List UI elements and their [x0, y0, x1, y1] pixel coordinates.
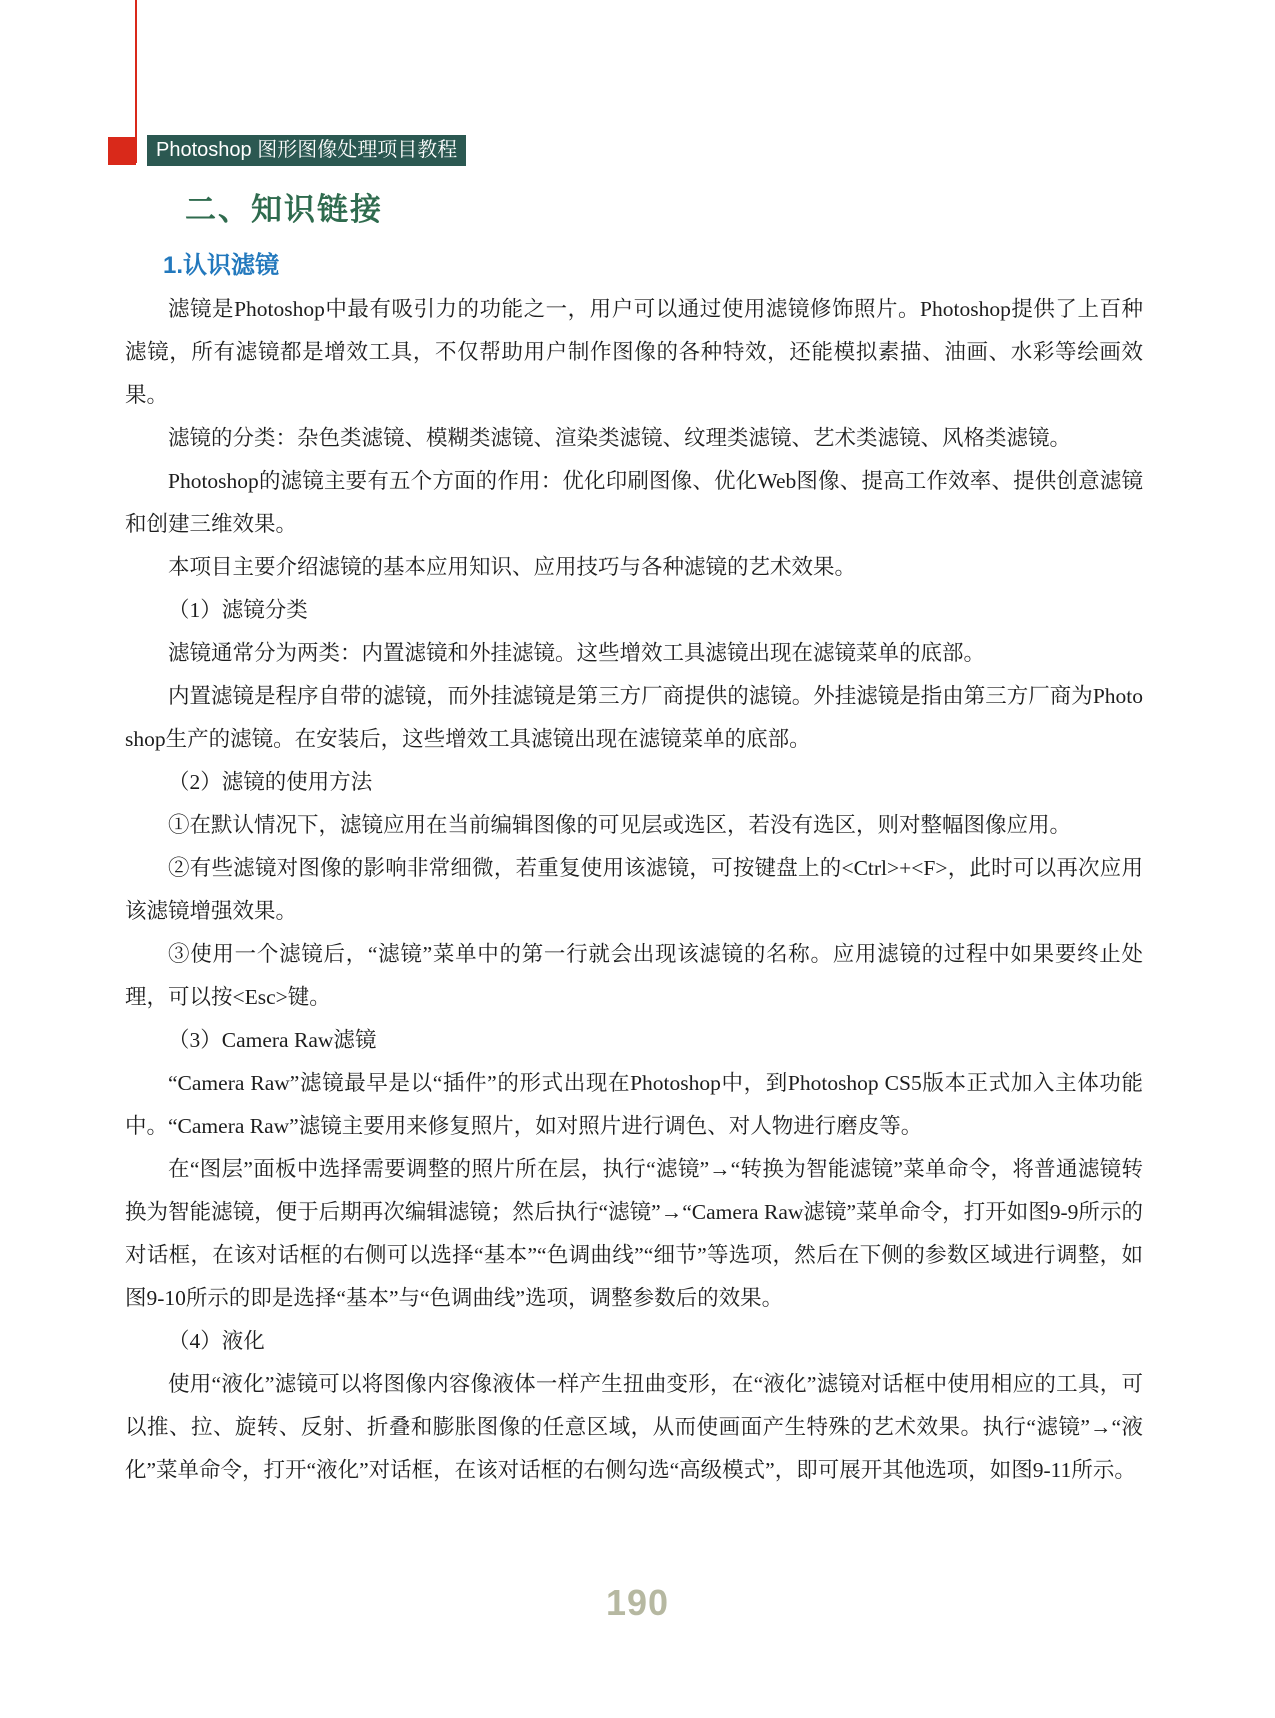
content-area — [125, 192, 1143, 1492]
body-paragraph: 在“图层”面板中选择需要调整的照片所在层，执行“滤镜”→“转换为智能滤镜”菜单命令，将普通滤镜转换为智能滤镜，便于后期再次编辑滤镜；然后执行“滤镜”→“Camera Raw滤镜”菜单命令，打开如图9-9所示的对话框，在该对话框的右侧可以选择“基本”“色调曲线”“细节”等选项，然后在下侧的参数区域进行调整，如图9-10所示的即是选择“基本”与“色调曲线”选项，调整参数后的效果。 — [125, 1157, 1143, 1310]
body-paragraph: ①在默认情况下，滤镜应用在当前编辑图像的可见层或选区，若没有选区，则对整幅图像应用。 — [168, 813, 1072, 837]
body-paragraph: （2）滤镜的使用方法 — [168, 770, 373, 794]
body-paragraph: （1）滤镜分类 — [168, 598, 308, 622]
page-number: 190 — [605, 1582, 670, 1623]
body-paragraph: ③使用一个滤镜后，“滤镜”菜单中的第一行就会出现该滤镜的名称。应用滤镜的过程中如果要终止处理，可以按<Esc>键。 — [125, 942, 1143, 1009]
body-paragraph: （3）Camera Raw滤镜 — [168, 1028, 377, 1052]
body-paragraph: 本项目主要介绍滤镜的基本应用知识、应用技巧与各种滤镜的艺术效果。 — [168, 555, 857, 579]
body-paragraph: 滤镜是Photoshop中最有吸引力的功能之一，用户可以通过使用滤镜修饰照片。Photoshop提供了上百种滤镜，所有滤镜都是增效工具，不仅帮助用户制作图像的各种特效，还能模拟素描、油画、水彩等绘画效果。 — [125, 297, 1143, 407]
body-paragraph: 内置滤镜是程序自带的滤镜，而外挂滤镜是第三方厂商提供的滤镜。外挂滤镜是指由第三方厂商为Photoshop生产的滤镜。在安装后，这些增效工具滤镜出现在滤镜菜单的底部。 — [125, 684, 1143, 751]
body-paragraph: “Camera Raw”滤镜最早是以“插件”的形式出现在Photoshop中，到Photoshop CS5版本正式加入主体功能中。“Camera Raw”滤镜主要用来修复照片，如对照片进行调色、对人物进行磨皮等。 — [125, 1071, 1143, 1138]
page-header — [108, 135, 466, 166]
section-title: 二、知识链接 — [185, 192, 383, 227]
body-paragraph: 滤镜的分类：杂色类滤镜、模糊类滤镜、渲染类滤镜、纹理类滤镜、艺术类滤镜、风格类滤镜。 — [168, 426, 1072, 450]
body-paragraph: 使用“液化”滤镜可以将图像内容像液体一样产生扭曲变形，在“液化”滤镜对话框中使用相应的工具，可以推、拉、旋转、反射、折叠和膨胀图像的任意区域，从而使画面产生特殊的艺术效果。执行“滤镜”→“液化”菜单命令，打开“液化”对话框，在该对话框的右侧勾选“高级模式”，即可展开其他选项，如图9-11所示。 — [125, 1372, 1143, 1482]
body-paragraph: （4）液化 — [168, 1329, 265, 1353]
body-text — [125, 288, 1143, 1492]
subsection-title: 1.认识滤镜 — [163, 252, 280, 279]
body-paragraph: ②有些滤镜对图像的影响非常细微，若重复使用该滤镜，可按键盘上的<Ctrl>+<F>，此时可以再次应用该滤镜增强效果。 — [125, 856, 1143, 923]
body-paragraph: 滤镜通常分为两类：内置滤镜和外挂滤镜。这些增效工具滤镜出现在滤镜菜单的底部。 — [168, 641, 986, 665]
body-paragraph: Photoshop的滤镜主要有五个方面的作用：优化印刷图像、优化Web图像、提高工作效率、提供创意滤镜和创建三维效果。 — [125, 469, 1143, 536]
book-title-banner: Photoshop 图形图像处理项目教程 — [147, 135, 466, 166]
accent-square — [108, 137, 136, 165]
